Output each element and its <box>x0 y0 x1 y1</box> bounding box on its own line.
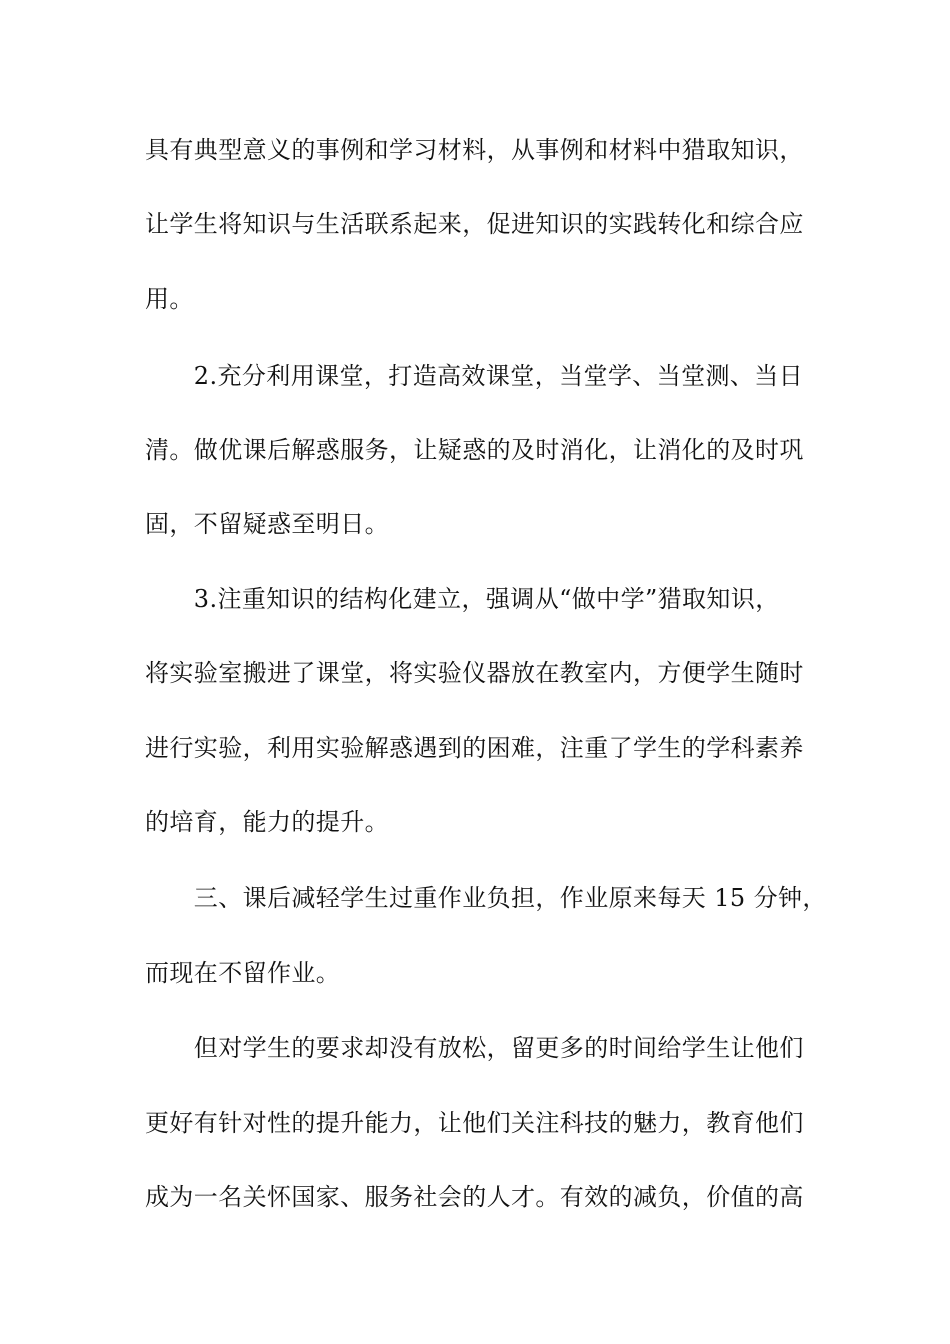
text-line: 但对学生的要求却没有放松，留更多的时间给学生让他们 <box>145 1034 804 1062</box>
text-line: 2.充分利用课堂，打造高效课堂，当堂学、当堂测、当日 <box>145 362 804 390</box>
text-line: 三、课后减轻学生过重作业负担，作业原来每天 15 分钟， <box>145 884 827 912</box>
text-line: 的培育，能力的提升。 <box>145 808 389 836</box>
text-line: 让学生将知识与生活联系起来，促进知识的实践转化和综合应 <box>145 210 804 238</box>
text-line: 具有典型意义的事例和学习材料，从事例和材料中猎取知识， <box>145 136 804 164</box>
text-line: 进行实验，利用实验解惑遇到的困难，注重了学生的学科素养 <box>145 734 804 762</box>
text-line: 更好有针对性的提升能力，让他们关注科技的魅力，教育他们 <box>145 1109 804 1137</box>
text-line: 清。做优课后解惑服务，让疑惑的及时消化，让消化的及时巩 <box>145 436 804 464</box>
text-line: 将实验室搬进了课堂，将实验仪器放在教室内，方便学生随时 <box>145 659 804 687</box>
text-line: 而现在不留作业。 <box>145 959 341 987</box>
text-line: 固，不留疑惑至明日。 <box>145 510 389 538</box>
text-line: 用。 <box>145 285 194 313</box>
text-line: 成为一名关怀国家、服务社会的人才。有效的减负，价值的高 <box>145 1183 804 1211</box>
text-line: 3.注重知识的结构化建立，强调从“做中学”猎取知识， <box>145 585 780 613</box>
